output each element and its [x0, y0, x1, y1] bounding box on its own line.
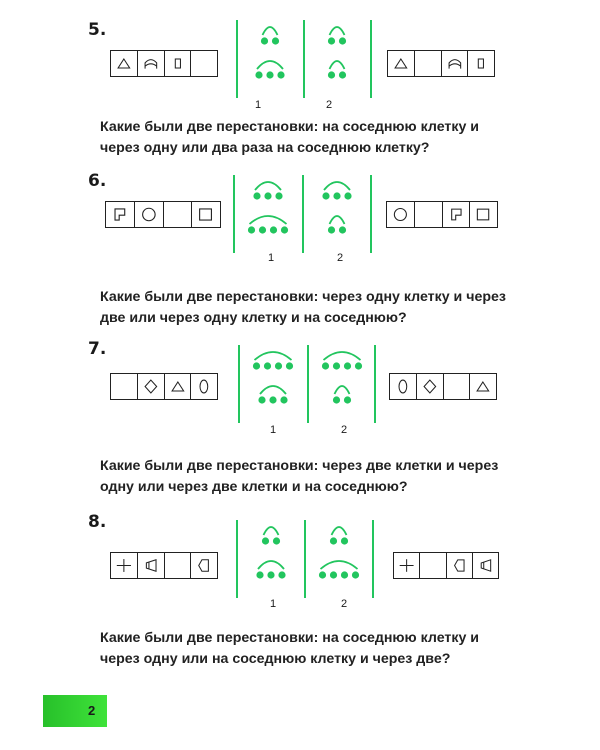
right-strip [389, 373, 497, 400]
position-dot [341, 571, 348, 578]
square-cell [192, 202, 220, 227]
position-dot [344, 396, 351, 403]
arch-cell [442, 51, 469, 76]
position-dot [264, 192, 271, 199]
trapezoid-icon [138, 553, 164, 578]
question-text [100, 287, 530, 329]
swap-arc [260, 386, 286, 394]
question-line: Какие были две перестановки: на соседнюю клетку и [100, 630, 480, 646]
swap-arc [330, 216, 345, 224]
rect-cell [165, 51, 192, 76]
position-dot [275, 192, 282, 199]
triangle-cell [111, 51, 138, 76]
cross-cell [111, 553, 138, 578]
divider-middle [307, 345, 309, 423]
position-dot [258, 396, 265, 403]
swap-arc [255, 182, 281, 190]
position-dot [355, 362, 362, 369]
position-dot [352, 571, 359, 578]
position-dot [259, 226, 266, 233]
oval-icon [191, 374, 217, 399]
arch-cell [138, 51, 165, 76]
question-line: Какие были две перестановки: через одну клетку и через [100, 289, 506, 305]
circle-icon [135, 202, 163, 227]
triangle-cell [470, 374, 496, 399]
position-dot [339, 37, 346, 44]
arch-icon [442, 51, 468, 76]
divider-right [370, 175, 372, 253]
triangle-cell [388, 51, 415, 76]
swap-arc [332, 527, 347, 535]
question-line: одну или через две клетки и на соседнюю? [100, 479, 408, 495]
panel1-label: 1 [255, 99, 262, 111]
exercise-number: 8. [88, 512, 107, 532]
page-number: 2 [88, 703, 96, 718]
panel1-dots [240, 22, 300, 84]
permutation-diagram [308, 522, 370, 586]
flag-cell [106, 202, 135, 227]
circle-cell [387, 202, 415, 227]
question-line: Какие были две перестановки: на соседнюю клетку и [100, 119, 480, 135]
swap-arc [330, 61, 345, 69]
left-strip [110, 50, 218, 77]
oval-cell [191, 374, 217, 399]
cross-icon [394, 553, 419, 578]
hexhalf-icon [191, 553, 217, 578]
empty-cell [165, 553, 192, 578]
position-dot [286, 362, 293, 369]
divider-middle [304, 520, 306, 598]
panel1-label: 1 [270, 424, 277, 436]
position-dot [261, 37, 268, 44]
question-text [100, 456, 530, 498]
swap-arc [258, 561, 284, 569]
exercise-number: 6. [88, 171, 107, 191]
panel2-dots [311, 347, 373, 411]
empty-cell [415, 51, 442, 76]
panel2-label: 2 [341, 598, 348, 610]
arch-icon [138, 51, 164, 76]
left-strip [110, 373, 218, 400]
permutation-diagram [311, 347, 373, 411]
triangle-cell [165, 374, 192, 399]
panel2-label: 2 [337, 252, 344, 264]
panel2-label: 2 [341, 424, 348, 436]
swap-arc [264, 527, 279, 535]
panel1-dots [242, 347, 304, 411]
flag-icon [443, 202, 470, 227]
position-dot [253, 362, 260, 369]
rect-cell [468, 51, 494, 76]
panel1-label: 1 [268, 252, 275, 264]
position-dot [322, 362, 329, 369]
flag-icon [106, 202, 134, 227]
divider-left [236, 20, 238, 98]
right-strip [393, 552, 499, 579]
position-dot [264, 362, 271, 369]
position-dot [319, 571, 326, 578]
divider-left [238, 345, 240, 423]
swap-arc [257, 61, 283, 69]
swap-arc [324, 182, 350, 190]
divider-right [370, 20, 372, 98]
flag-cell [443, 202, 471, 227]
position-dot [248, 226, 255, 233]
position-dot [339, 71, 346, 78]
position-dot [339, 226, 346, 233]
diamond-cell [138, 374, 165, 399]
empty-cell [415, 202, 443, 227]
panel2-dots [308, 522, 370, 586]
position-dot [328, 37, 335, 44]
triangle-icon [470, 374, 496, 399]
question-line: две или через одну клетку и на соседнюю? [100, 310, 407, 326]
swap-arc [263, 27, 278, 35]
cross-icon [111, 553, 137, 578]
swap-arc [335, 386, 350, 394]
permutation-diagram [237, 177, 299, 239]
rect-icon [468, 51, 494, 76]
swap-arc [330, 27, 345, 35]
exercise-number: 7. [88, 339, 107, 359]
question-line: Какие были две перестановки: через две клетки и через [100, 458, 499, 474]
square-cell [470, 202, 497, 227]
question-text [100, 628, 530, 670]
divider-middle [302, 175, 304, 253]
position-dot [330, 537, 337, 544]
swap-arc [321, 561, 358, 569]
hexhalf-icon [447, 553, 472, 578]
position-dot [328, 71, 335, 78]
diamond-icon [417, 374, 443, 399]
position-dot [333, 396, 340, 403]
trapezoid-cell [138, 553, 165, 578]
hexhalf-cell [191, 553, 217, 578]
position-dot [270, 226, 277, 233]
position-dot [269, 396, 276, 403]
divider-right [372, 520, 374, 598]
panel1-label: 1 [270, 598, 277, 610]
swap-arc [255, 352, 292, 360]
square-icon [470, 202, 497, 227]
empty-cell [111, 374, 138, 399]
rect-icon [165, 51, 191, 76]
circle-icon [387, 202, 414, 227]
position-dot [328, 226, 335, 233]
position-dot [322, 192, 329, 199]
trapezoid-cell [473, 553, 498, 578]
circle-cell [135, 202, 164, 227]
position-dot [281, 226, 288, 233]
question-line: через одну или на соседнюю клетку и через две? [100, 651, 451, 667]
empty-cell [420, 553, 446, 578]
permutation-diagram [306, 177, 368, 239]
position-dot [253, 192, 260, 199]
hexhalf-cell [447, 553, 473, 578]
position-dot [344, 192, 351, 199]
empty-cell [444, 374, 471, 399]
question-text [100, 117, 530, 159]
position-dot [344, 362, 351, 369]
divider-left [233, 175, 235, 253]
divider-middle [303, 20, 305, 98]
position-dot [262, 537, 269, 544]
position-dot [256, 571, 263, 578]
position-dot [333, 192, 340, 199]
position-dot [277, 71, 284, 78]
empty-cell [191, 51, 217, 76]
position-dot [330, 571, 337, 578]
empty-cell [164, 202, 193, 227]
oval-icon [390, 374, 416, 399]
permutation-diagram [307, 22, 367, 84]
panel1-dots [237, 177, 299, 239]
permutation-diagram [242, 347, 304, 411]
position-dot [275, 362, 282, 369]
position-dot [266, 71, 273, 78]
position-dot [255, 71, 262, 78]
oval-cell [390, 374, 417, 399]
permutation-diagram [240, 522, 302, 586]
panel1-dots [240, 522, 302, 586]
square-icon [192, 202, 220, 227]
triangle-icon [388, 51, 414, 76]
left-strip [110, 552, 218, 579]
permutation-diagram [240, 22, 300, 84]
position-dot [278, 571, 285, 578]
position-dot [273, 537, 280, 544]
triangle-icon [165, 374, 191, 399]
position-dot [333, 362, 340, 369]
trapezoid-icon [473, 553, 498, 578]
diamond-cell [417, 374, 444, 399]
panel2-dots [307, 22, 367, 84]
position-dot [341, 537, 348, 544]
page-number-tab [43, 695, 107, 727]
left-strip [105, 201, 221, 228]
cross-cell [394, 553, 420, 578]
position-dot [280, 396, 287, 403]
question-line: через одну или два раза на соседнюю клетку? [100, 140, 430, 156]
panel2-dots [306, 177, 368, 239]
divider-right [374, 345, 376, 423]
panel2-label: 2 [326, 99, 333, 111]
right-strip [387, 50, 495, 77]
diamond-icon [138, 374, 164, 399]
position-dot [267, 571, 274, 578]
right-strip [386, 201, 498, 228]
swap-arc [250, 216, 287, 224]
exercise-number: 5. [88, 20, 107, 40]
position-dot [272, 37, 279, 44]
swap-arc [324, 352, 361, 360]
triangle-icon [111, 51, 137, 76]
divider-left [236, 520, 238, 598]
